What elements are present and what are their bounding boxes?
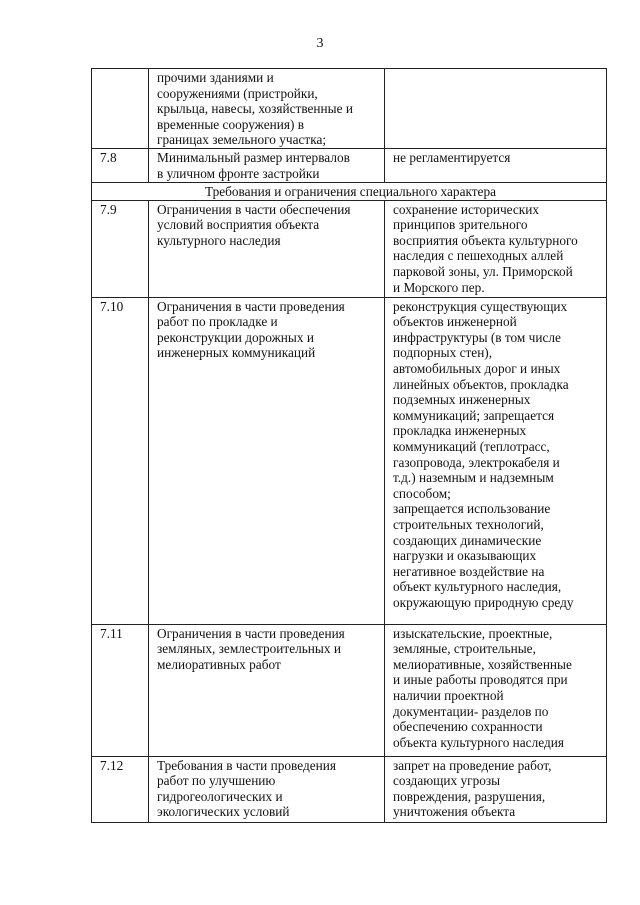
row-name: Требования в части проведения работ по улучшению гидрогеологических и экологических условий (149, 756, 385, 822)
row-name: прочими зданиями и сооружениями (пристройки, крыльца, навесы, хозяйственные и временные сооружения) в границах земельного участка; (149, 69, 385, 149)
table-row (92, 149, 607, 183)
section-header-row (92, 183, 607, 201)
row-name: Ограничения в части обеспечения условий восприятия объекта культурного наследия (149, 200, 385, 297)
table-row (92, 297, 607, 624)
page-number: 3 (316, 36, 324, 51)
table-row (92, 756, 607, 822)
row-name: Ограничения в части проведения работ по прокладке и реконструкции дорожных и инженерных коммуникаций (149, 297, 385, 624)
row-value: не регламентируется (385, 149, 607, 183)
row-number: 7.12 (92, 756, 149, 822)
row-number: 7.11 (92, 624, 149, 756)
row-number: 7.9 (92, 200, 149, 297)
row-number (92, 69, 149, 149)
row-name: Минимальный размер интервалов в уличном фронте застройки (149, 149, 385, 183)
regulations-table (91, 68, 607, 823)
row-value: реконструкция существующих объектов инженерной инфраструктуры (в том числе подпорных стен), автомобильных дорог и иных линейных объектов, прокладка подземных инженерных коммуникаций; запрещается прокладка инженерных коммуникаций (теплотрасс, газопровода, электрокабеля и т.д.) наземным и надземным способом; запрещается использование строительных технологий, создающих динамические нагрузки и оказывающих негативное воздействие на объект культурного наследия, окружающую природную среду (385, 297, 607, 624)
row-value: изыскательские, проектные, земляные, строительные, мелиоративные, хозяйственные и иные работы проводятся при наличии проектной документации- разделов по обеспечению сохранности объекта культурного наследия (385, 624, 607, 756)
row-name: Ограничения в части проведения земляных, землестроительных и мелиоративных работ (149, 624, 385, 756)
row-value: сохранение исторических принципов зрительного восприятия объекта культурного наследия с пешеходных аллей парковой зоны, ул. Приморской и Морского пер. (385, 200, 607, 297)
table-row (92, 200, 607, 297)
row-number: 7.8 (92, 149, 149, 183)
row-number: 7.10 (92, 297, 149, 624)
row-value: запрет на проведение работ, создающих угрозы повреждения, разрушения, уничтожения объекта (385, 756, 607, 822)
table-row (92, 624, 607, 756)
table-row (92, 69, 607, 149)
row-value (385, 69, 607, 149)
section-header: Требования и ограничения специального характера (92, 183, 607, 201)
